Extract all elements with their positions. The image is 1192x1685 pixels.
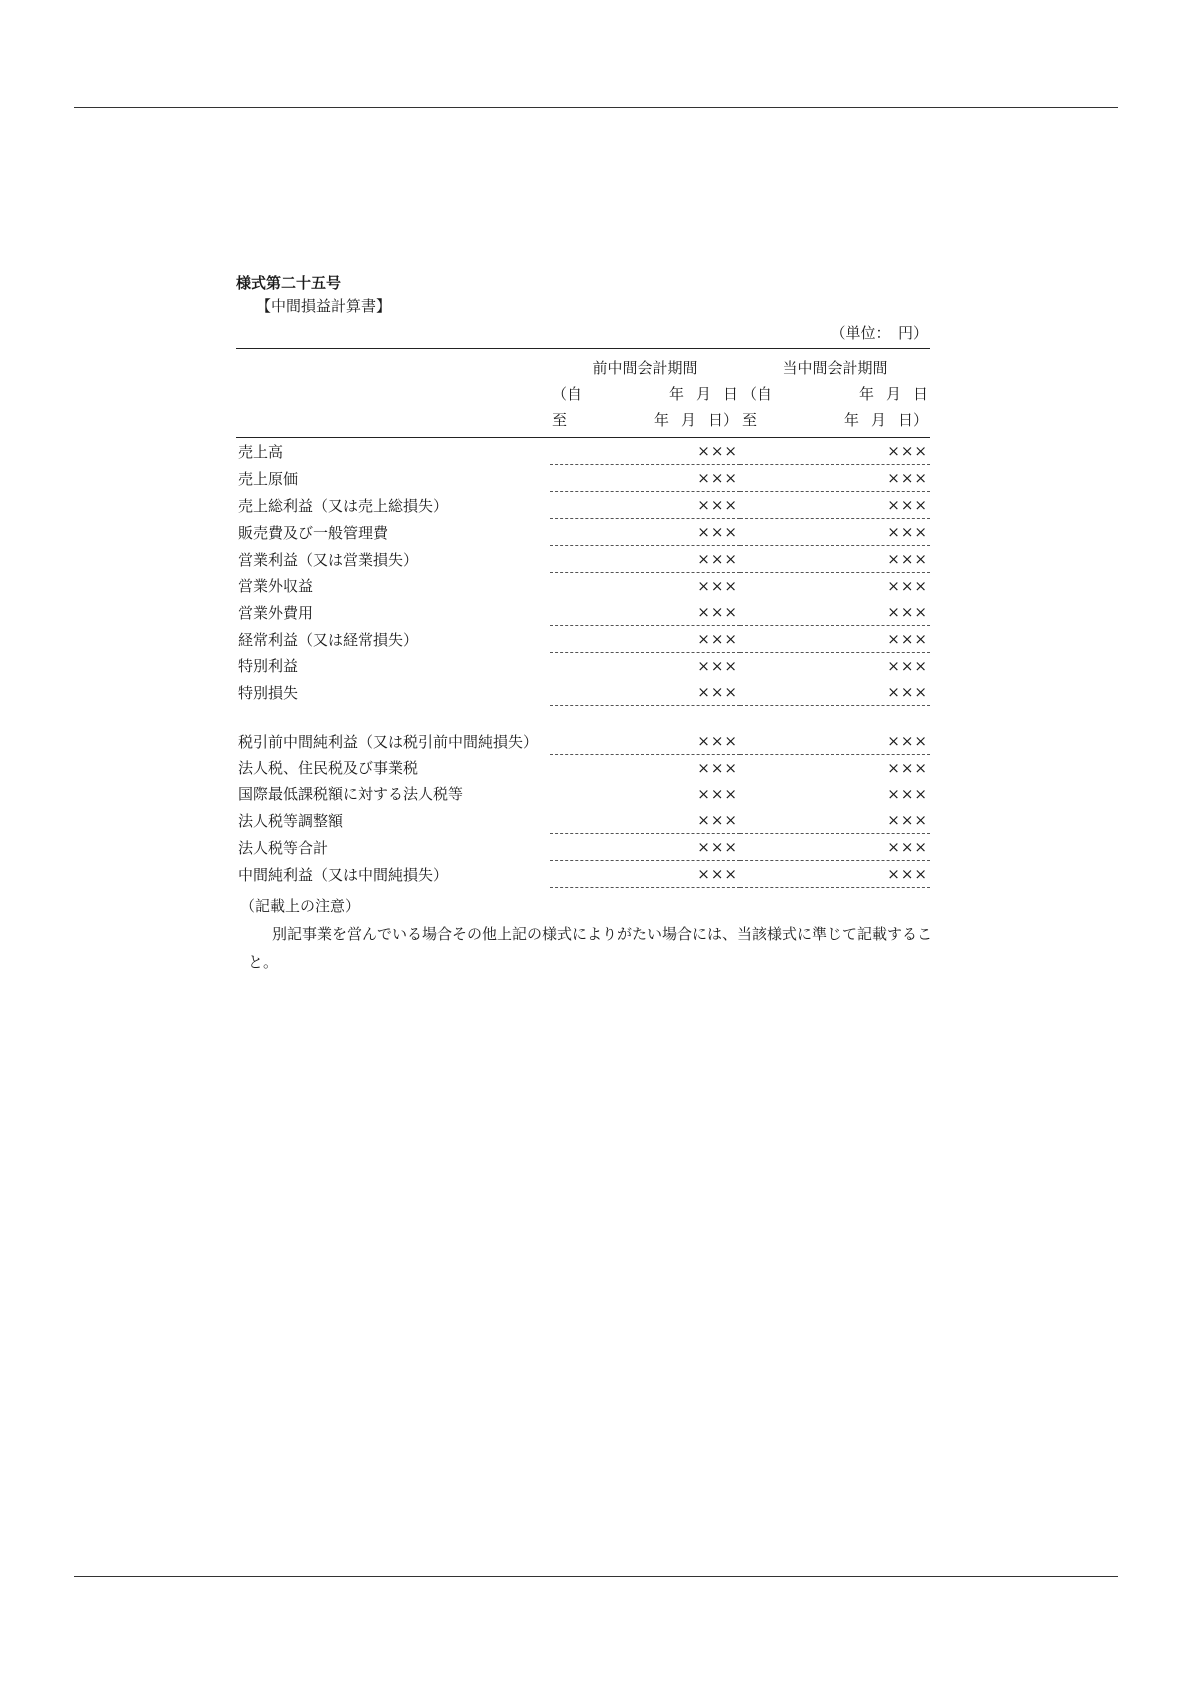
row-label: 営業外費用 xyxy=(238,603,314,622)
row-label: 売上高 xyxy=(238,442,284,461)
row-value-curr: ××× xyxy=(740,492,930,519)
income-statement-table xyxy=(236,348,930,888)
row-label: 中間純利益（又は中間純損失） xyxy=(238,865,449,884)
row-value-curr: ××× xyxy=(887,785,928,803)
row-label: 売上原価 xyxy=(238,469,299,488)
row-value-prev: ××× xyxy=(550,492,740,519)
table-row xyxy=(236,573,930,600)
row-label: 経常利益（又は経常損失） xyxy=(238,630,419,649)
row-label: 法人税、住民税及び事業税 xyxy=(238,759,419,777)
row-value-prev: ××× xyxy=(550,599,740,626)
row-label: 営業利益（又は営業損失） xyxy=(238,550,419,569)
row-value-curr: ××× xyxy=(740,679,930,706)
row-value-prev: ××× xyxy=(550,438,740,465)
curr-period-to: 至 年 月 日） xyxy=(742,411,928,429)
row-value-prev: ××× xyxy=(550,679,740,706)
table-row xyxy=(236,492,930,519)
prev-period-header xyxy=(550,349,740,382)
row-label: 国際最低課税額に対する法人税等 xyxy=(238,785,464,803)
table-row xyxy=(236,861,930,888)
row-value-prev: ××× xyxy=(697,577,738,595)
row-value-curr: ××× xyxy=(740,861,930,888)
unit-label: （単位： 円） xyxy=(830,324,928,342)
row-label: 法人税等調整額 xyxy=(238,811,344,830)
curr-period-title: 当中間会計期間 xyxy=(782,359,888,377)
prev-period-from: （自 年 月 日 xyxy=(552,385,738,403)
row-value-prev: ××× xyxy=(550,807,740,834)
row-value-curr: ××× xyxy=(740,626,930,653)
table-row xyxy=(236,546,930,573)
row-value-prev: ××× xyxy=(550,519,740,546)
table-row xyxy=(236,438,930,465)
row-label: 特別利益 xyxy=(238,657,299,675)
form-subtitle: 【中間損益計算書】 xyxy=(256,297,392,315)
table-row xyxy=(236,755,930,782)
table-row xyxy=(236,519,930,546)
table-row xyxy=(236,706,930,755)
table-row xyxy=(236,679,930,706)
row-label: 税引前中間純利益（又は税引前中間純損失） xyxy=(238,732,539,751)
row-value-curr: ××× xyxy=(740,438,930,465)
row-value-curr: ××× xyxy=(740,599,930,626)
form-title: 様式第二十五号 xyxy=(236,274,342,292)
curr-period-from: （自 年 月 日 xyxy=(742,385,928,403)
row-label: 販売費及び一般管理費 xyxy=(238,523,389,542)
row-label: 売上総利益（又は売上総損失） xyxy=(238,496,449,515)
prev-period-title: 前中間会計期間 xyxy=(592,359,698,377)
notes-body: 別記事業を営んでいる場合その他上記の様式によりがたい場合には、当該様式に準じて記載すること。 xyxy=(248,925,933,971)
notes-heading: （記載上の注意） xyxy=(240,897,361,915)
row-value-prev: ××× xyxy=(697,657,738,675)
row-label: 営業外収益 xyxy=(238,577,314,595)
curr-period-header xyxy=(740,349,930,382)
row-value-prev: ××× xyxy=(697,785,738,803)
row-value-curr: ××× xyxy=(887,657,928,675)
row-value-prev: ××× xyxy=(550,834,740,861)
row-value-prev: ××× xyxy=(550,861,740,888)
row-value-prev: ××× xyxy=(697,759,738,777)
header-rule xyxy=(74,107,1118,108)
table-row xyxy=(236,465,930,492)
footer-rule xyxy=(74,1576,1118,1577)
row-value-curr: ××× xyxy=(740,834,930,861)
table-row xyxy=(236,626,930,653)
table-row xyxy=(236,599,930,626)
row-value-curr: ××× xyxy=(887,577,928,595)
row-value-curr: ××× xyxy=(740,807,930,834)
row-value-curr: ××× xyxy=(740,519,930,546)
label-column-header xyxy=(236,349,550,382)
row-value-curr: ××× xyxy=(740,706,930,755)
row-value-curr: ××× xyxy=(740,465,930,492)
table-row xyxy=(236,781,930,807)
row-label: 特別損失 xyxy=(238,683,299,702)
row-value-curr: ××× xyxy=(740,546,930,573)
table-row xyxy=(236,834,930,861)
notes-section xyxy=(236,892,952,976)
row-value-prev: ××× xyxy=(550,706,740,755)
row-value-prev: ××× xyxy=(550,626,740,653)
table-row xyxy=(236,807,930,834)
row-value-curr: ××× xyxy=(887,759,928,777)
form-container xyxy=(236,272,952,976)
table-row xyxy=(236,653,930,680)
row-value-prev: ××× xyxy=(550,546,740,573)
row-value-prev: ××× xyxy=(550,465,740,492)
row-label: 法人税等合計 xyxy=(238,838,329,857)
prev-period-to: 至 年 月 日） xyxy=(552,411,738,429)
